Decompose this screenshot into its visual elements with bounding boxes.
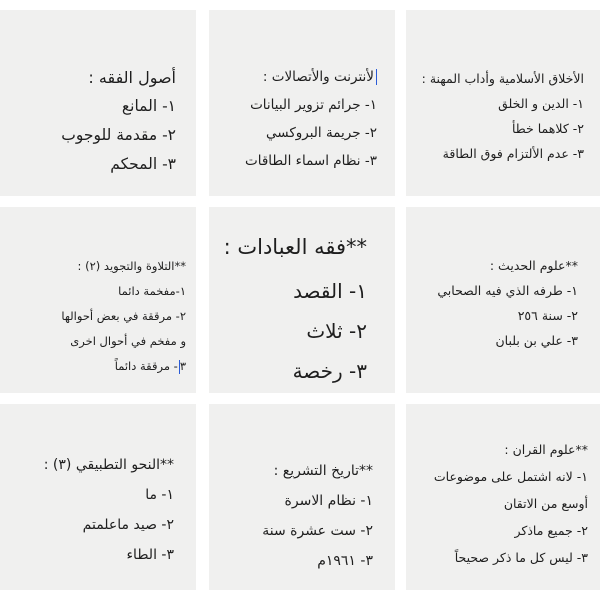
card-title: **تاريخ التشريع : bbox=[273, 463, 373, 479]
card-islamic-ethics bbox=[406, 10, 600, 196]
card-title: لأنترنت والأتصالات : bbox=[262, 69, 374, 85]
card-title: **علوم القران : bbox=[504, 442, 588, 457]
answer-item: ١- القصد bbox=[293, 279, 367, 303]
card-title: **النحو التطبيقي (٣) : bbox=[43, 457, 174, 473]
card-fiqh-worship bbox=[209, 207, 395, 393]
card-applied-grammar bbox=[0, 404, 196, 590]
answer-item: ٣- علي بن بلبان bbox=[495, 333, 578, 348]
answer-item: ٣- نظام اسماء الطاقات bbox=[245, 153, 377, 169]
answer-item: ٢- سنة ٢٥٦ bbox=[517, 308, 578, 323]
answer-item: ١-مفخمة دائما bbox=[118, 284, 186, 298]
answer-item: ٢- جميع ماذكر bbox=[514, 523, 588, 538]
answer-item: ١- نظام الاسرة bbox=[284, 493, 373, 509]
answer-item: ٣- عدم الألتزام فوق الطاقة bbox=[442, 146, 584, 161]
answer-item: ٢- ثلاث bbox=[306, 319, 367, 343]
answer-item: ٢- كلاهما خطأ bbox=[511, 121, 584, 136]
card-title-line bbox=[209, 63, 377, 91]
card-title: **التلاوة والتجويد (٢) : bbox=[77, 259, 186, 273]
answer-item: ١- لانه اشتمل على موضوعات bbox=[433, 469, 588, 484]
answer-text: - مرققة دائماً bbox=[114, 359, 178, 373]
text-cursor bbox=[376, 69, 377, 85]
answer-item: ٢- مقدمة للوجوب bbox=[61, 126, 176, 144]
card-title: أصول الفقه : bbox=[88, 68, 176, 87]
card-internet-communications bbox=[209, 10, 395, 196]
answer-item: ١- جرائم تزوير البيانات bbox=[250, 97, 377, 113]
card-recitation-tajweed bbox=[0, 207, 196, 393]
answer-item: ٣- ليس كل ما ذكر صحيحاً bbox=[454, 550, 588, 565]
answer-item: و مفخم في أحوال اخرى bbox=[70, 334, 186, 348]
answer-item: ٢- ست عشرة سنة bbox=[262, 523, 373, 539]
answer-item: ٣- ١٩٦١م bbox=[317, 553, 373, 569]
answer-item-with-cursor bbox=[0, 354, 186, 379]
card-usul-fiqh bbox=[0, 10, 196, 196]
answer-item: أوسع من الاتقان bbox=[503, 496, 588, 511]
card-legislation-history bbox=[209, 404, 395, 590]
answer-item: ١- ما bbox=[145, 487, 174, 503]
answer-item: ٣- المحكم bbox=[110, 155, 176, 173]
card-title: **علوم الحديث : bbox=[489, 258, 578, 273]
answer-item: ٣- الطاء bbox=[126, 547, 174, 563]
answer-item: ١- الدين و الخلق bbox=[498, 96, 584, 111]
answer-item: ٢- جريمة البروكسي bbox=[266, 125, 377, 141]
card-quran-sciences bbox=[406, 404, 600, 590]
answer-item: ١- طرفه الذي فيه الصحابي bbox=[437, 283, 578, 298]
answer-item: ٢- صيد ماعلمتم bbox=[82, 517, 174, 533]
card-title: **فقه العبادات : bbox=[223, 235, 367, 259]
card-title: الأخلاق الأسلامية وأداب المهنة : bbox=[421, 71, 584, 86]
card-hadith-sciences bbox=[406, 207, 600, 393]
answer-item: ١- المانع bbox=[121, 97, 176, 115]
answer-number: ٣ bbox=[179, 359, 186, 373]
answer-item: ٢- مرققة في بعض أحوالها bbox=[61, 309, 186, 323]
answer-item: ٣- رخصة bbox=[292, 359, 367, 383]
